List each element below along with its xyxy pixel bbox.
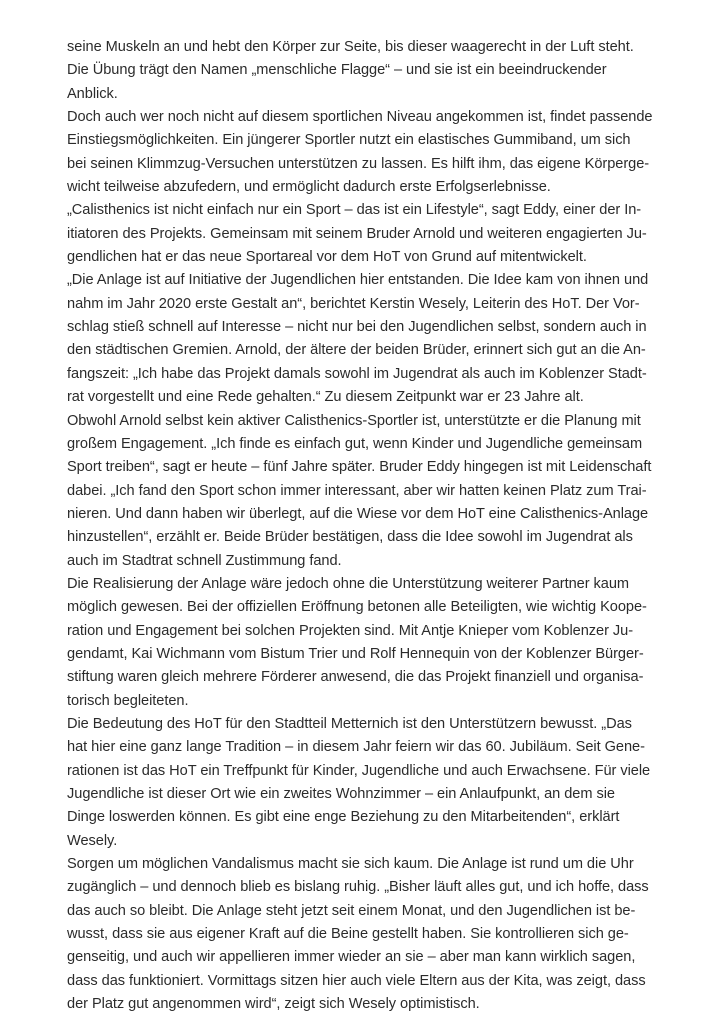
article-paragraph [67,573,667,713]
article-paragraph [67,106,667,199]
text-line: auch im Stadtrat schnell Zustimmung fand. [67,552,342,569]
text-line: Jugendliche ist dieser Ort wie ein zweites Wohnzimmer – ein Anlaufpunkt, an dem sie [67,786,615,802]
text-line: wicht teilweise abzufedern, und ermöglicht dadurch erste Erfolgserlebnisse. [67,179,551,196]
text-line: das auch so bleibt. Die Anlage steht jetzt seit einem Monat, und den Jugendlichen ist be- [67,902,636,919]
text-line: Dinge loswerden können. Es gibt eine enge Beziehung zu den Mitarbeitenden“, erklärt [67,809,620,826]
text-line: itiatoren des Projekts. Gemeinsam mit seinem Bruder Arnold und weiteren engagierten Ju- [67,225,647,242]
text-line: fangszeit: „Ich habe das Projekt damals sowohl im Jugendrat als auch im Koblenzer Stadt- [67,365,647,382]
text-line: rat vorgestellt und eine Rede gehalten.“ Zu diesem Zeitpunkt war er 23 Jahre alt. [67,389,584,406]
article-paragraph [67,199,667,269]
text-line: stiftung waren gleich mehrere Förderer anwesend, die das Projekt finanziell und organisa- [67,669,644,686]
text-line: großem Engagement. „Ich finde es einfach gut, wenn Kinder und Jugendliche gemeinsam [67,435,643,452]
text-line: gendamt, Kai Wichmann vom Bistum Trier und Rolf Hennequin von der Koblenzer Bürger- [67,645,644,662]
text-line: dass das funktioniert. Vormittags sitzen hier auch viele Eltern aus der Kita, was zeigt, dass [67,972,646,989]
article-paragraph [67,713,667,853]
text-line: torisch begleiteten. [67,692,189,709]
article-paragraph [67,410,667,573]
text-line: zugänglich – und dennoch blieb es bislang ruhig. „Bisher läuft alles gut, und ich hoffe, dass [67,879,649,896]
text-line: Anblick. [67,85,118,102]
text-line: Doch auch wer noch nicht auf diesem sportlichen Niveau angekommen ist, findet passende [67,109,653,126]
text-line: Sorgen um möglichen Vandalismus macht sie sich kaum. Die Anlage ist rund um die Uhr [67,856,634,873]
text-line: rationen ist das HoT ein Treffpunkt für Kinder, Jugendliche und auch Erwachsene. Für viele [67,762,651,779]
text-line: Obwohl Arnold selbst kein aktiver Calisthenics-Sportler ist, unterstützte er die Planung mit [67,412,641,429]
text-line: Die Übung trägt den Namen „menschliche Flagge“ – und sie ist ein beeindruckender [67,62,607,79]
text-line: bei seinen Klimmzug-Versuchen unterstützen zu lassen. Es hilft ihm, das eigene Körperge- [67,155,650,172]
text-line: hinzustellen“, erzählt er. Beide Brüder bestätigen, dass die Idee sowohl im Jugendrat als [67,529,633,546]
text-line: Wesely. [67,832,118,849]
text-line: nieren. Und dann haben wir überlegt, auf die Wiese vor dem HoT eine Calisthenics-Anlage [67,505,649,522]
text-line: Die Realisierung der Anlage wäre jedoch ohne die Unterstützung weiterer Partner kaum [67,575,630,592]
text-line: „Die Anlage ist auf Initiative der Jugendlichen hier entstanden. Die Idee kam von ihnen und [67,272,649,289]
text-line: gendlichen hat er das neue Sportareal vor dem HoT von Grund auf mitentwickelt. [67,249,587,266]
text-line: ration und Engagement bei solchen Projekten sind. Mit Antje Knieper vom Koblenzer Ju- [67,622,634,639]
text-line: Einstiegsmöglichkeiten. Ein jüngerer Sportler nutzt ein elastisches Gummiband, um sich [67,132,631,149]
text-line: Sport treiben“, sagt er heute – fünf Jahre später. Bruder Eddy hingegen ist mit Leidenschaft [67,459,652,476]
text-line: möglich gewesen. Bei der offiziellen Eröffnung betonen alle Beteiligten, wie wichtig Koope- [67,599,647,616]
text-line: „Calisthenics ist nicht einfach nur ein Sport – das ist ein Lifestyle“, sagt Eddy, einer der In- [67,202,642,219]
text-line: schlag stieß schnell auf Interesse – nicht nur bei den Jugendlichen selbst, sondern auch in [67,319,647,336]
text-line: dabei. „Ich fand den Sport schon immer interessant, aber wir hatten keinen Platz zum Trai- [67,482,647,499]
document-page [67,36,667,1016]
article-paragraph [67,36,667,106]
article-paragraph [67,269,667,409]
text-line: hat hier eine ganz lange Tradition – in diesem Jahr feiern wir das 60. Jubiläum. Seit Gene- [67,739,645,756]
article-paragraph [67,853,667,1016]
text-line: der Platz gut angenommen wird“, zeigt sich Wesely optimistisch. [67,996,480,1013]
text-line: den städtischen Gremien. Arnold, der ältere der beiden Brüder, erinnert sich gut an die An- [67,342,646,359]
text-line: genseitig, und auch wir appellieren immer wieder an sie – aber man kann wirklich sagen, [67,949,636,966]
text-line: Die Bedeutung des HoT für den Stadtteil Metternich ist den Unterstützern bewusst. „Das [67,715,632,732]
text-line: seine Muskeln an und hebt den Körper zur Seite, bis dieser waagerecht in der Luft steht. [67,39,634,55]
text-line: wusst, dass sie aus eigener Kraft auf die Beine gestellt haben. Sie kontrollieren sich ge- [67,926,629,943]
text-line: nahm im Jahr 2020 erste Gestalt an“, berichtet Kerstin Wesely, Leiterin des HoT. Der Vor- [67,295,640,312]
